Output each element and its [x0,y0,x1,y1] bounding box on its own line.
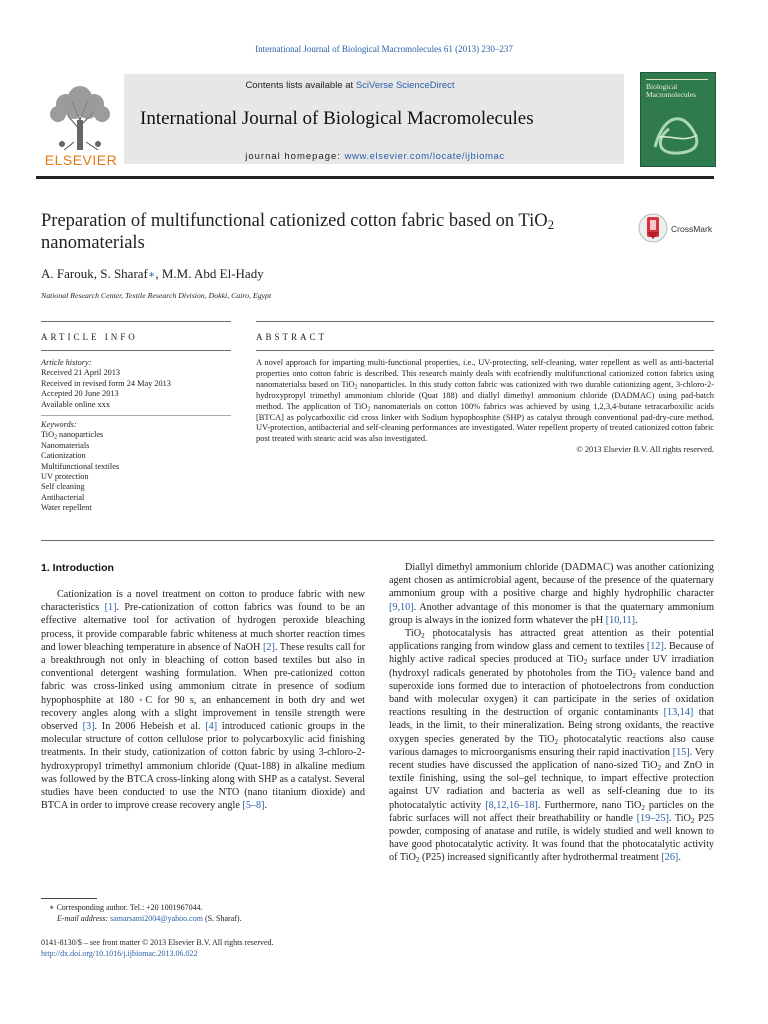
keyword-item [41,430,231,440]
title-subscript: 2 [547,217,555,233]
email-suffix: (S. Sharaf). [202,913,242,923]
article-title [41,210,641,254]
email-label: E-mail address: [57,913,111,923]
homepage-line [140,151,610,162]
authors-part-1: A. Farouk, S. Sharaf [41,266,148,281]
journal-cover[interactable] [640,72,716,167]
cover-title-line-2: Macromolecules [646,90,696,99]
journal-title: International Journal of Biological Macromolecules [140,108,534,129]
keywords-divider [41,415,231,416]
reference-link[interactable]: [15] [672,746,690,758]
subscript: 2 [415,856,420,865]
cover-molecule-icon [649,107,707,159]
cover-title [646,83,696,99]
text: . Pre-cationization of cotton fabrics was found to be an effective alternative tool for activation of hydrogen peroxide bleaching process, it provide comparable fabric whiteness at much shorter reaction times and lower bleaching temperature in absence of NaOH [41,602,365,653]
crossmark-label: CrossMark [671,224,713,234]
subscript: 2 [554,737,559,746]
cover-title-line-1: Biological [646,82,678,91]
history-revised: Received in revised form 24 May 2013 [41,378,171,388]
text: . Because of highly active radical species produced at TiO [389,641,714,666]
keyword-item: Self cleaning [41,482,85,492]
text: . These results call for a breakthrough not only in bleaching of cotton based textiles but also in conventional detergent washing formulation. When pre-cationized cotton fabric was cross-linked using ammonium citrate in presence of sodium hypophosphite at 180 ◦C for 90 s, an enhancement in both dry and wet recovery angles along with a slight improvement in tensile strength were observed [41,641,365,733]
elsevier-tree-icon [44,80,116,152]
article-info [41,358,231,514]
subscript: 2 [421,631,425,640]
contents-prefix: Contents lists available at [245,80,356,91]
affiliation: National Research Center, Textile Research Division, Dokki, Cairo, Egypt [41,291,272,300]
reference-link[interactable]: [13,14] [663,707,694,719]
text: P25 powder, composing of anatase and rutile, is widely studied and well known to have good photocatalytic activity. It was found that the photocatalytic activity of TiO [389,812,714,864]
text: . Another advantage of this monomer is that the quaternary ammonium group is always in the ionized form whatever the pH [389,601,714,626]
right-column [389,561,714,865]
reference-link[interactable]: [26] [661,852,679,864]
intro-paragraph-3 [389,627,714,865]
text: . [635,614,638,626]
front-matter-line: 0141-8130/$ – see front matter © 2013 Elsevier B.V. All rights reserved. [41,938,274,947]
text: that leads, in the limit, to their mineralization. Being strong oxidants, the reactive oxygen species generated by the TiO [389,707,714,745]
issn-block [41,937,371,959]
keyword-item: UV protection [41,472,89,482]
footnote [41,903,365,924]
authors-part-2: , M.M. Abd El-Hady [155,266,264,281]
corresponding-note [41,903,365,914]
keyword-item: Cationization [41,451,86,461]
reference-link[interactable]: [5–8] [242,800,265,812]
reference-link[interactable]: [10,11] [605,614,636,626]
elsevier-wordmark: ELSEVIER [44,152,118,168]
text: introduced cationic groups in the molecular structure of cotton cellulose prior to polycarboxylic acid finishing treatments. In their study, cationization of cotton fabric by using 3-chloro-2-hydroxypropyl trimethyl ammonium chloride (Quat-188) in alkaline medium was followed by the BTCA cross-linking along with SHP as a catalyst. Several studies have been conducted to use the NTO (nano titanium dioxide) and BTCA in order to improve crease recovery angle [41,721,365,812]
text: . Furthermore, nano TiO [537,799,642,811]
article-info-rule-top [41,321,231,322]
article-info-heading: ARTICLE INFO [41,332,138,342]
history-label: Article history: [41,358,92,367]
subscript: 2 [54,434,57,441]
text: photocatalytic reactions also cause various damages to microorganisms ensuring their rapid inactivation [389,733,714,758]
abstract-text-3: nanomaterials on cotton 100% fabrics was achieved by using 1,2,3,4-butane tetracarboxilic acids [BTCA] as polycarboxilic cid cross linker with Sodium hypophosphite (SHP) as catalyst through conventional pad-dry-cure method. UV-protection, antibacterial and self-cleaning performances are investigated. Water repellent property of treated cationized cotton fabric post treated with stearic acid was also investigated. [256,401,714,444]
reference-link[interactable]: [3] [82,721,95,733]
title-line-1: Preparation of multifunctional cationized cotton fabric based on TiO [41,211,548,231]
reference-link[interactable]: [4] [205,721,218,733]
keyword-tio2: TiO [41,430,55,440]
reference-link[interactable]: [2] [262,641,275,653]
title-line-2: nanomaterials [41,233,145,253]
text: valence band and superoxide ions formed due to interaction of photoelectrons from conduction band with molecular oxygen) it can participate in the series of oxidation reactions resulting in the destruction of organic contaminants [389,667,714,719]
reference-link[interactable]: [12] [646,641,664,653]
history-accepted: Accepted 20 June 2013 [41,389,119,399]
subscript: 2 [367,406,371,413]
subscript: 2 [690,816,695,825]
reference-link[interactable]: [8,12,16–18] [485,799,538,811]
introduction-heading: 1. Introduction [41,562,114,574]
crossmark-badge[interactable] [638,212,728,246]
abstract-text-2: nanoparticles. In this study cotton fabric was cationized with two durable cationizing agent, 3-chloro-2-hydroxypropyl trimethyl ammonium chloride (Quat 188) and diallyl dimethyl ammonium chloride (DADMAC) using pad-batch method. The application of TiO [256,379,714,411]
left-column [41,588,365,812]
abstract-bottom-rule [41,540,714,541]
elsevier-logo [36,74,124,166]
email-note [41,914,365,925]
text: . Very recent studies have discussed the application of nano-sized TiO [389,746,714,772]
footnote-rule [41,898,97,899]
keyword-item: Water repellent [41,503,92,513]
abstract-rule-bottom [256,350,714,351]
text: . In 2006 Hebeish et al. [94,721,206,733]
subscript: 2 [632,671,636,680]
abstract-text-1: A novel approach for imparting multi-functional properties, i.e., UV-protecting, self-cleaning, water repellent as well as anti-bacterial properties onto cotton fabric is described. This research mainly deals with ecofriendly multifunctional cationized cotton fabrics using nanomaterialss based on TiO [256,358,714,389]
corresponding-text: Corresponding author. Tel.: +20 1001967044. [54,903,203,912]
footnote-marker: ∗ [49,903,55,912]
homepage-prefix: journal homepage: [245,151,345,162]
text: . [264,800,268,812]
subscript: 2 [657,763,662,772]
sciencedirect-link[interactable]: SciVerse ScienceDirect [355,80,455,91]
abstract-copyright: © 2013 Elsevier B.V. All rights reserved. [576,445,714,455]
text: . TiO [668,812,691,824]
doi-link[interactable]: http://dx.doi.org/10.1016/j.ijbiomac.2013.06.022 [41,949,198,958]
article-info-rule-bottom [41,350,231,351]
cover-rule [646,79,708,80]
text: Cationization is a novel treatment on cotton to produce fabric with new characteristics [41,589,365,614]
reference-link[interactable]: [19–25] [636,812,669,824]
intro-paragraph-1 [41,588,365,812]
subscript: 2 [583,658,588,667]
history-received: Received 21 April 2013 [41,368,121,378]
text: surface under UV irradiation (hydroxyl radicals generated by photoholes from the TiO [389,654,714,679]
reference-link[interactable]: [9,10] [389,601,414,613]
text: (P25) increased significantly after hydrothermal treatment [419,852,662,864]
abstract-rule-top [256,321,714,322]
text: . [678,852,681,864]
subscript: 2 [641,803,645,812]
intro-paragraph-2 [389,561,714,627]
text: TiO [405,628,422,640]
author-list [41,266,264,282]
abstract-body [256,358,714,456]
text: photocatalysis has attracted great attention as their potential applications ranging from window glass and cement to textiles [389,628,714,653]
crossmark-icon [638,212,668,246]
keywords-label: Keywords: [41,420,77,430]
history-online: Available online xxx [41,399,110,409]
reference-link[interactable]: [1] [104,602,117,614]
contents-line [140,80,560,91]
keyword-item: Multifunctional textiles [41,461,120,471]
subscript: 2 [354,384,358,391]
keyword-item: Antibacterial [41,492,85,502]
homepage-link[interactable]: www.elsevier.com/locate/ijbiomac [344,151,505,162]
text: particles on the fabric surfaces will not affect their breathability or handle [389,799,714,824]
corresponding-author-marker[interactable]: ∗ [147,269,156,281]
keyword-nanoparticles: nanoparticles [56,430,104,440]
abstract-heading: ABSTRACT [256,332,328,342]
journal-citation[interactable]: International Journal of Biological Macromolecules 61 (2013) 230–237 [255,44,513,54]
keyword-item: Nanomaterials [41,440,90,450]
abstract-paragraph [256,358,714,445]
header-rule [36,176,714,179]
email-link[interactable]: samarsami2004@yahoo.com [110,913,203,923]
text: and ZnO in textile finishing, using the sol–gel technique, to impart effective protection against UV radiation and bacteria as well as self-cleaning due to its photocatalytic activity [389,760,714,811]
text: Diallyl dimethyl ammonium chloride (DADMAC) was another cationizing agent chosen as antimicrobial agent, because of the presence of the quaternary ammonium group with a positive charge and highly hydrophilic character [389,562,714,600]
